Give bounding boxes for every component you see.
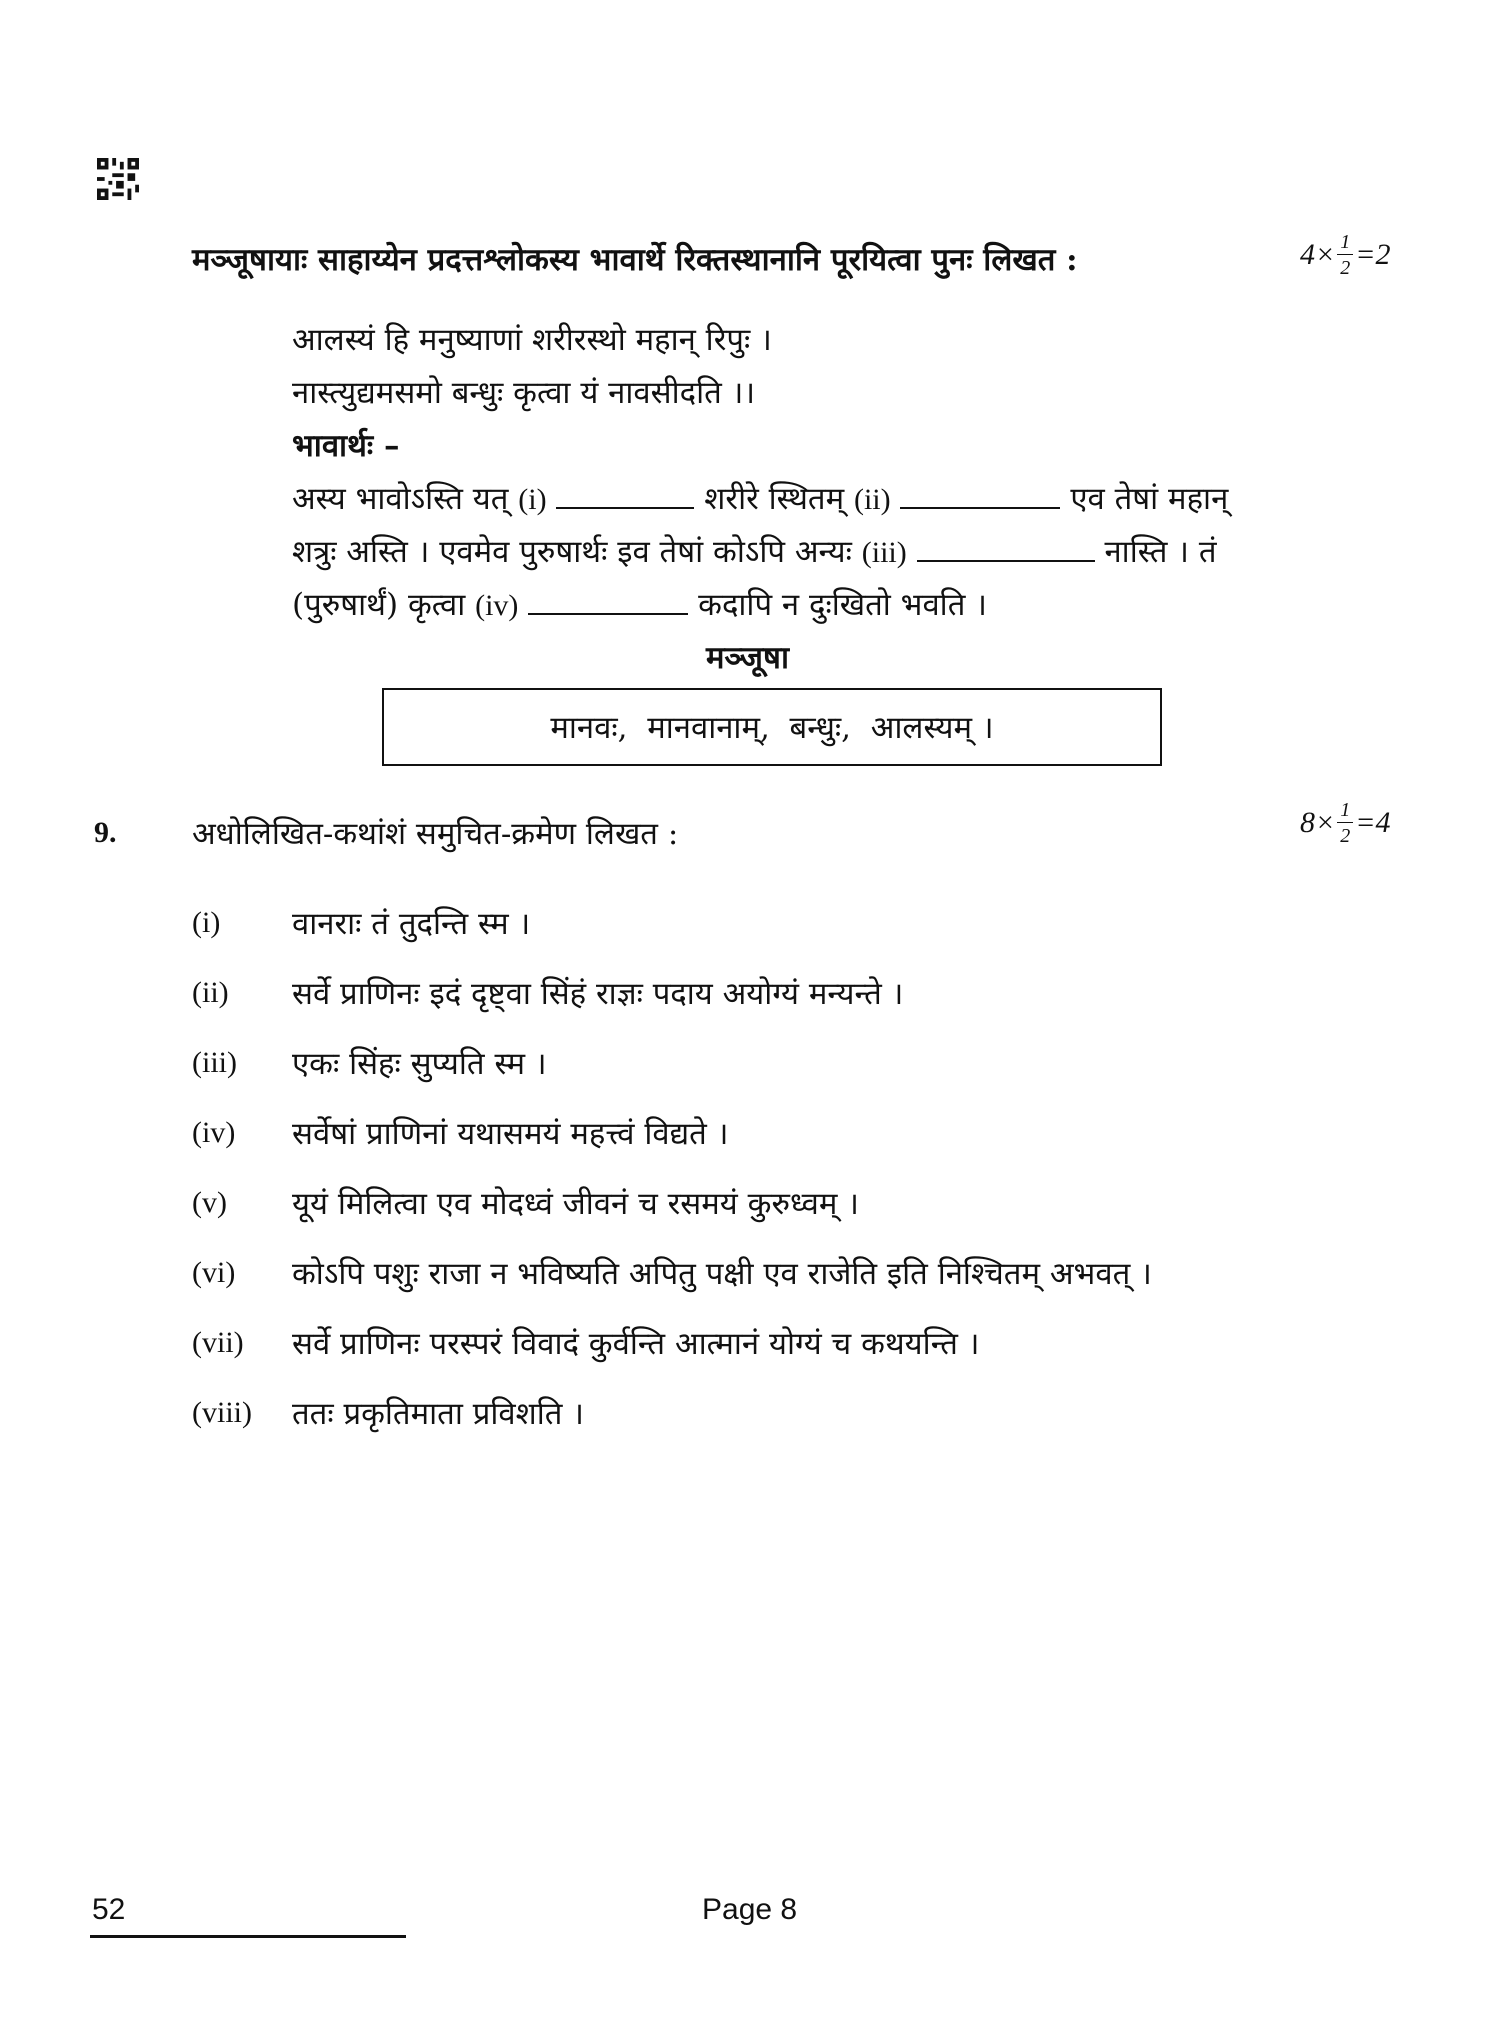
blank-i[interactable] <box>556 483 694 509</box>
manjusha-box <box>382 688 1162 766</box>
footer-code: 52 <box>92 1893 126 1926</box>
bhavarth-line-2: शत्रुः अस्ति । एवमेव पुरुषार्थः इव तेषां कोऽपि अन्यः (iii) नास्ति । तं <box>292 534 1217 570</box>
shloka-line-1: आलस्यं हि मनुष्याणां शरीरस्थो महान् रिपुः । <box>292 322 772 358</box>
item-label: (viii) <box>192 1396 252 1429</box>
list-item: कोऽपि पशुः राजा न भविष्यति अपितु पक्षी एव राजेति इति निश्चितम् अभवत् । <box>292 1256 1152 1292</box>
item-label: (iv) <box>192 1116 236 1149</box>
bhavarth-line-3: (पुरुषार्थं) कृत्वा (iv) कदापि न दुःखितो भवति । <box>292 587 987 623</box>
q9-number: 9. <box>94 816 117 849</box>
item-label: (vi) <box>192 1256 236 1289</box>
item-label: (i) <box>192 906 221 939</box>
list-item: वानराः तं तुदन्ति स्म । <box>292 906 531 942</box>
bhavarth-line-1: अस्य भावोऽस्ति यत् (i) शरीरे स्थितम् (ii) एव तेषां महान् <box>292 481 1229 517</box>
list-item: सर्वेषां प्राणिनां यथासमयं महत्त्वं विद्यते । <box>292 1116 729 1152</box>
blank-iii[interactable] <box>917 536 1095 562</box>
blank-iv[interactable] <box>528 589 688 615</box>
list-item: सर्वे प्राणिनः इदं दृष्ट्वा सिंहं राज्ञः पदाय अयोग्यं मन्यन्ते । <box>292 976 904 1012</box>
manjusha-words: मानवः, मानवानाम्, बन्धुः, आलस्यम् । <box>550 710 994 746</box>
list-item: ततः प्रकृतिमाता प्रविशति । <box>292 1396 585 1432</box>
footer-rule <box>90 1935 406 1938</box>
list-item: एकः सिंहः सुप्यति स्म । <box>292 1046 547 1082</box>
page-number: Page 8 <box>702 1893 798 1926</box>
q9-instruction: अधोलिखित-कथांशं समुचित-क्रमेण लिखत : <box>192 816 679 852</box>
item-label: (ii) <box>192 976 229 1009</box>
item-label: (v) <box>192 1186 227 1219</box>
item-label: (vii) <box>192 1326 244 1359</box>
q8-marks: 4× $\frac{1}{2}$ =2 <box>1300 231 1391 279</box>
q9-marks: 8× $\frac{1}{2}$ =4 <box>1300 799 1391 847</box>
list-item: यूयं मिलित्वा एव मोदध्वं जीवनं च रसमयं कुरुध्वम् । <box>292 1186 860 1222</box>
shloka-line-2: नास्त्युद्यमसमो बन्धुः कृत्वा यं नावसीदति ।। <box>292 375 756 411</box>
q8-instruction: मञ्जूषायाः साहाय्येन प्रदत्तश्लोकस्य भावार्थे रिक्तस्थानानि पूरयित्वा पुनः लिखत : <box>192 242 1078 278</box>
list-item: सर्वे प्राणिनः परस्परं विवादं कुर्वन्ति आत्मानं योग्यं च कथयन्ति । <box>292 1326 980 1362</box>
item-label: (iii) <box>192 1046 237 1079</box>
blank-ii[interactable] <box>900 483 1060 509</box>
manjusha-title: मञ्जूषा <box>706 640 789 676</box>
bhavarth-label: भावार्थः – <box>292 428 400 464</box>
qr-code-icon <box>96 158 140 200</box>
